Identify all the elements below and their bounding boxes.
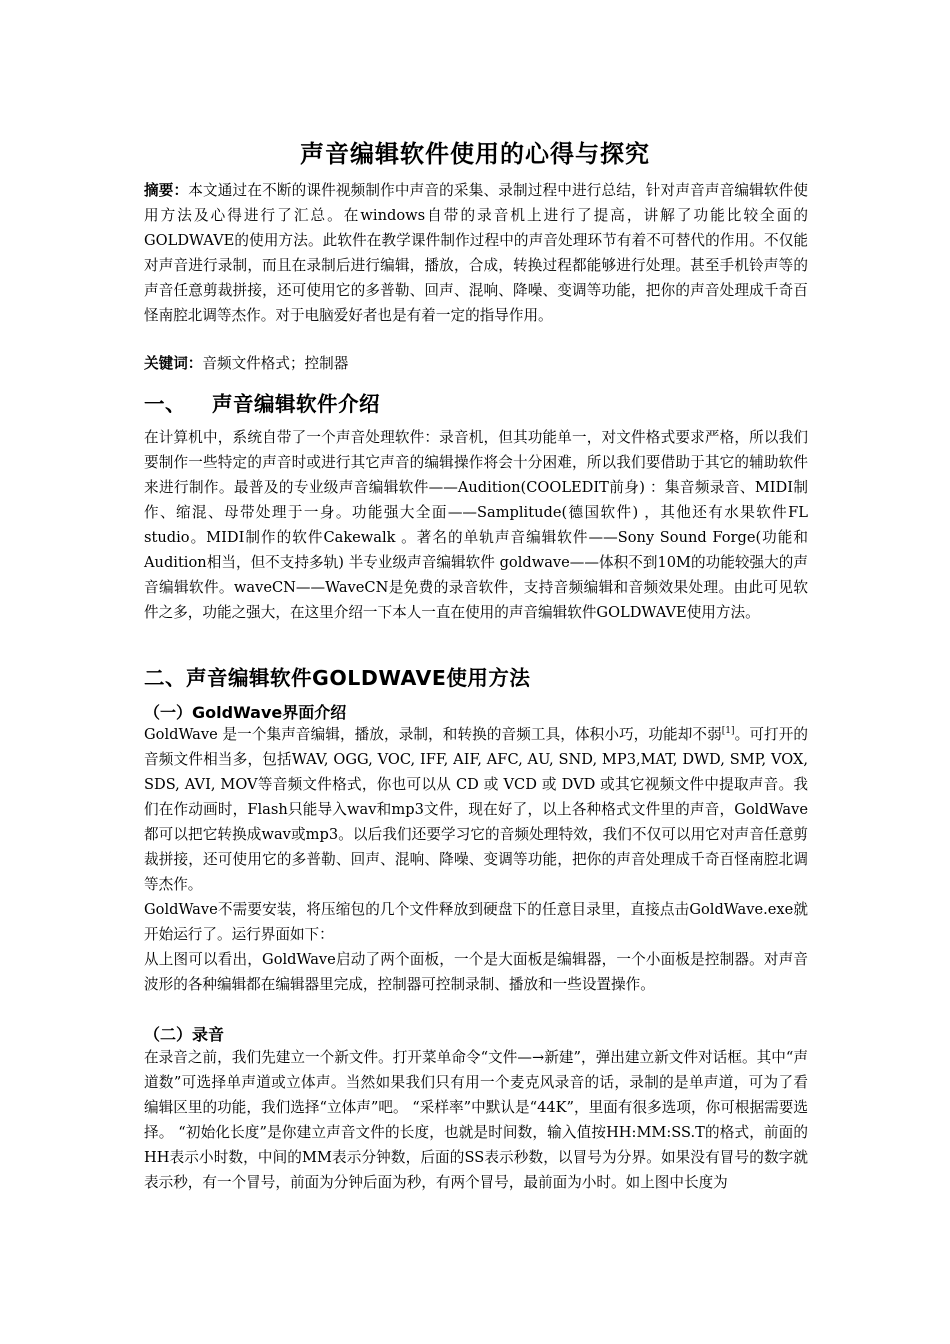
keywords-paragraph <box>144 351 808 376</box>
keywords-block <box>144 351 808 376</box>
section1-heading <box>144 387 380 417</box>
subsection2-paragraph-1: 在录音之前，我们先建立一个新文件。打开菜单命令“文件—→新建”，弹出建立新文件对话框。其中“声道数”可选择单声道或立体声。当然如果我们只有用一个麦克风录音的话，录制的是单声道，可为了看编辑区里的功能，我们选择“立体声”吧。 “采样率”中默认是“44K”，里面有很多选项，你可根据需要选择。 “初始化长度”是你建立声音文件的长度，也就是时间数，输入值按HH:MM:SS.T的格式，前面的HH表示小时数，中间的MM表示分钟数，后面的SS表示秒数，以冒号为分界。如果没有冒号的数字就表示秒，有一个冒号，前面为分钟后面为秒，有两个冒号，最前面为小时。如上图中长度为 <box>144 1049 808 1191</box>
keywords-label: 关键词： <box>144 355 203 372</box>
subsection1-paragraph-3: 从上图可以看出，GoldWave启动了两个面板，一个是大面板是编辑器，一个小面板是控制器。对声音波形的各种编辑都在编辑器里完成，控制器可控制录制、播放和一些设置操作。 <box>144 951 808 993</box>
abstract-block <box>144 178 808 328</box>
section1-body <box>144 425 808 625</box>
subsection2-heading: （二）录音 <box>144 1025 225 1044</box>
p1-before-cite: GoldWave 是一个集声音编辑，播放，录制，和转换的音频工具，体积小巧，功能却不弱 <box>144 726 722 743</box>
section1-number: 一、 <box>144 392 186 416</box>
citation-marker: [1] <box>721 726 735 737</box>
document-title: 声音编辑软件使用的心得与探究 <box>300 140 650 168</box>
subsection1-heading: （一）GoldWave界面介绍 <box>144 703 347 722</box>
abstract-paragraph <box>144 178 808 328</box>
subsection1-paragraph-2: GoldWave不需要安装，将压缩包的几个文件释放到硬盘下的任意目录里，直接点击GoldWave.exe就开始运行了。运行界面如下： <box>144 901 808 943</box>
section1-paragraph: 在计算机中，系统自带了一个声音处理软件：录音机，但其功能单一，对文件格式要求严格，所以我们要制作一些特定的声音时或进行其它声音的编辑操作将会十分困难，所以我们要借助于其它的辅助软件来进行制作。最普及的专业级声音编辑软件——Audition(COOLEDIT前身) ：集音频录音、MIDI制作、缩混、母带处理于一身。功能强大全面——Samplitude(德国软件) ，其他还有水果软件FL studio。MIDI制作的软件Cakewalk 。著名的单轨声音编辑软件——Sony Sound Forge(功能和Audition相当，但不支持多轨) 半专业级声音编辑软件 goldwave——体积不到10M的功能较强大的声音编辑软件。waveCN——WaveCN是免费的录音软件，支持音频编辑和音频效果处理。由此可见软件之多，功能之强大，在这里介绍一下本人一直在使用的声音编辑软件GOLDWAVE使用方法。 <box>144 429 808 621</box>
abstract-text: 本文通过在不断的课件视频制作中声音的采集、录制过程中进行总结，针对声音声音编辑软件使用方法及心得进行了汇总。在windows自带的录音机上进行了提高，讲解了功能比较全面的GOLDWAVE的使用方法。此软件在教学课件制作过程中的声音处理环节有着不可替代的作用。不仅能对声音进行录制，而且在录制后进行编辑，播放，合成，转换过程都能够进行处理。甚至手机铃声等的声音任意剪裁拼接，还可使用它的多普勒、回声、混响、降噪、变调等功能，把你的声音处理成千奇百怪南腔北调等杰作。对于电脑爱好者也是有着一定的指导作用。 <box>144 182 808 324</box>
section2-heading: 二、声音编辑软件GOLDWAVE使用方法 <box>144 666 531 690</box>
p1-after-cite: 。可打开的音频文件相当多，包括WAV, OGG, VOC, IFF, AIF, AFC, AU, SND, MP3,MAT, DWD, SMP, VOX, SDS, AVI, MOV等音频文件格式，你也可以从 CD 或 VCD 或 DVD 或其它视频文件中提取声音。我们在作动画时，Flash只能导入wav和mp3文件，现在好了，以上各种格式文件里的声音，GoldWave都可以把它转换成wav或mp3。以后我们还要学习它的音频处理特效，我们不仅可以用它对声音任意剪裁拼接，还可使用它的多普勒、回声、混响、降噪、变调等功能，把你的声音处理成千奇百怪南腔北调等杰作。 <box>144 726 808 893</box>
section1-heading-text: 声音编辑软件介绍 <box>212 392 380 416</box>
subsection1-paragraph-1 <box>144 722 808 897</box>
subsection2-body <box>144 1045 808 1195</box>
abstract-label: 摘要： <box>144 182 189 199</box>
subsection1-body <box>144 722 808 997</box>
keywords-text: 音频文件格式；控制器 <box>202 355 349 372</box>
